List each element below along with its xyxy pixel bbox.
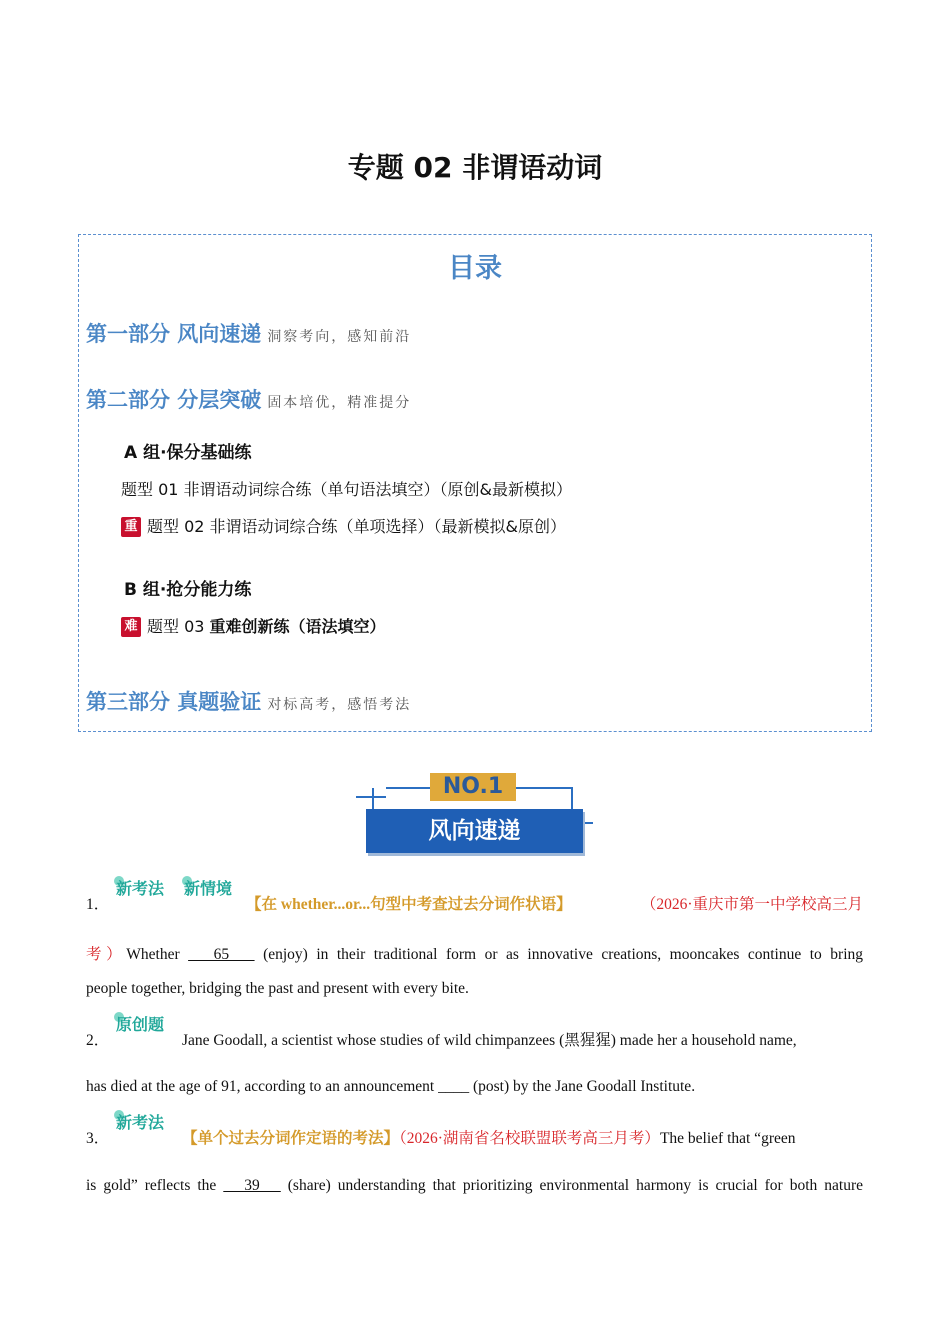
page-title: 专题 02 非谓语动词 bbox=[347, 151, 603, 184]
question-1-line-2: 考）Whether 65 (enjoy) in their traditional form or as innovative creations, mooncakes continue to bring bbox=[86, 946, 864, 963]
question-number: 1． bbox=[86, 896, 110, 913]
banner-decor-line bbox=[372, 788, 374, 810]
question-text: Jane Goodall, a scientist whose studies of wild chimpanzees (黑猩猩) made her a household name, bbox=[182, 1032, 797, 1049]
question-2-line-2: has died at the age of 91, according to an announcement ____ (post) by the Jane Goodall Institute. bbox=[86, 1078, 696, 1095]
toc-part-3-subtitle: 对标高考，感悟考法 bbox=[267, 697, 412, 713]
question-source: （2026·湖南省名校联盟联考高三月考） bbox=[399, 1130, 660, 1147]
toc-part-2[interactable] bbox=[86, 384, 411, 414]
question-source-continued: 考） bbox=[86, 946, 127, 963]
toc-question-type-2[interactable] bbox=[121, 514, 566, 537]
new-exam-method-badge: 新考法 bbox=[114, 876, 164, 899]
toc-question-type-3[interactable] bbox=[121, 614, 386, 637]
question-focus: 【在 whether...or...句型中考查过去分词作状语】 bbox=[246, 896, 572, 913]
toc-question-type-3-prefix: 题型 03 bbox=[147, 617, 210, 636]
toc-part-3[interactable] bbox=[86, 686, 411, 716]
important-tag-icon: 重 bbox=[121, 517, 141, 537]
toc-part-1-label: 第一部分 风向速递 bbox=[86, 322, 262, 346]
banner-decor-line bbox=[356, 796, 386, 798]
toc-part-2-subtitle: 固本培优，精准提分 bbox=[267, 395, 412, 411]
toc-group-a[interactable]: A 组·保分基础练 bbox=[124, 443, 252, 463]
question-focus: 【单个过去分词作定语的考法】 bbox=[182, 1130, 400, 1147]
banner-decor-line bbox=[571, 787, 573, 809]
question-2-header bbox=[86, 1012, 863, 1049]
question-number: 3． bbox=[86, 1130, 110, 1147]
toc-question-type-3-label: 重难创新练（语法填空） bbox=[209, 617, 386, 636]
question-source: （2026·重庆市第一中学校高三月 bbox=[640, 896, 863, 913]
question-3-header bbox=[86, 1110, 863, 1147]
question-1-header bbox=[86, 876, 863, 913]
question-1-line-3: people together, bridging the past and present with every bite. bbox=[86, 980, 469, 997]
toc-part-1-subtitle: 洞察考向，感知前沿 bbox=[267, 329, 412, 345]
question-text: The belief that “green bbox=[659, 1130, 796, 1147]
question-3-intro bbox=[182, 1126, 796, 1148]
answer-blank[interactable]: 65 bbox=[188, 946, 255, 963]
original-question-badge: 原创题 bbox=[114, 1012, 164, 1035]
toc-part-1[interactable] bbox=[86, 318, 411, 348]
answer-blank[interactable]: 39 bbox=[223, 1177, 281, 1194]
toc-question-type-1[interactable]: 题型 01 非谓语动词综合练（单句语法填空）（原创&最新模拟） bbox=[121, 480, 573, 499]
banner-decor-line bbox=[583, 822, 593, 824]
toc-group-b[interactable]: B 组·抢分能力练 bbox=[124, 580, 252, 600]
new-context-badge: 新情境 bbox=[182, 876, 232, 899]
toc-part-2-label: 第二部分 分层突破 bbox=[86, 388, 262, 412]
question-number: 2． bbox=[86, 1032, 110, 1049]
difficult-tag-icon: 难 bbox=[121, 617, 141, 637]
toc-question-type-2-label: 题型 02 非谓语动词综合练（单项选择）（最新模拟&原创） bbox=[147, 517, 567, 536]
section-banner-title: 风向速递 bbox=[366, 809, 583, 853]
toc-part-3-label: 第三部分 真题验证 bbox=[86, 690, 262, 714]
toc-heading: 目录 bbox=[448, 253, 502, 284]
new-exam-method-badge: 新考法 bbox=[114, 1110, 164, 1133]
section-number-badge: NO.1 bbox=[430, 773, 516, 801]
question-3-line-2: is gold” reflects the 39 (share) understanding that prioritizing environmental harmony is crucial for both nature bbox=[86, 1177, 863, 1194]
